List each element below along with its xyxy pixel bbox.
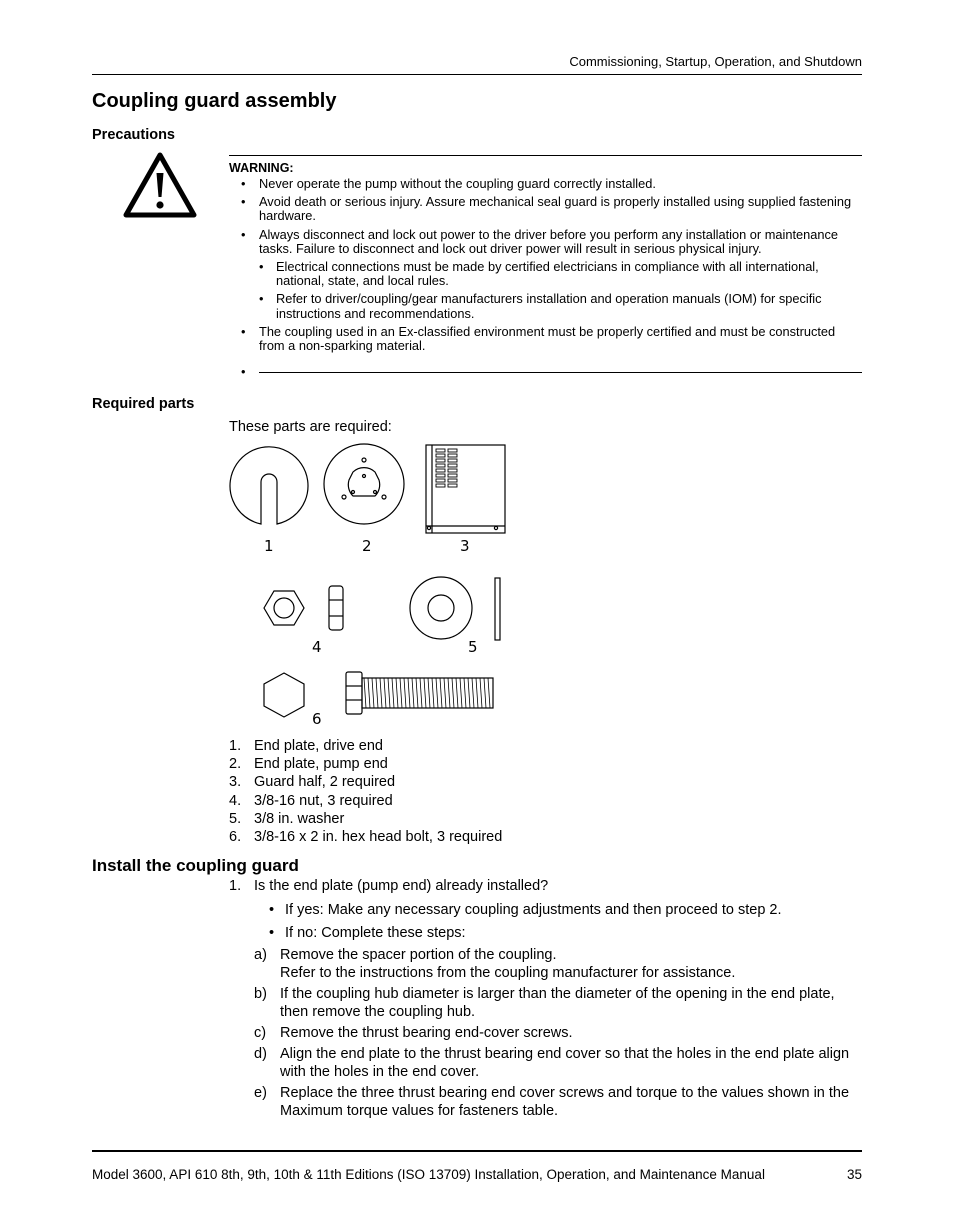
parts-intro: These parts are required:: [229, 419, 392, 435]
parts-figure: [225, 440, 515, 740]
step-1: 1. Is the end plate (pump end) already installed?: [229, 878, 549, 894]
required-parts-heading: Required parts: [92, 396, 195, 412]
substep-a: a) Remove the spacer portion of the coupling. Refer to the instructions from the coupling manufacturer for assistance.: [254, 947, 736, 981]
figure-label: 4: [312, 638, 322, 656]
header-divider: [92, 74, 862, 75]
install-steps: [229, 877, 859, 1123]
end-plate-pump-end-drawing: [324, 444, 404, 524]
warning-subitem: • Electrical connections must be made by certified electricians in compliance with all international, national, state, and local rules.: [229, 260, 862, 288]
hex-bolt-drawing: [264, 672, 493, 717]
warning-item: • Always disconnect and lock out power to the driver before you perform any installation or maintenance tasks. Failure to disconnect and lock out driver power will result in serious physical injury.: [229, 228, 862, 256]
step-bullet: • If no: Complete these steps:: [229, 924, 859, 942]
list-item: 1. End plate, drive end: [229, 738, 383, 754]
warning-subitem: • Refer to driver/coupling/gear manufacturers installation and operation manuals (IOM) for specific instructions and recommendations.: [229, 292, 862, 320]
warning-list: [229, 177, 862, 357]
warning-item: • Never operate the pump without the coupling guard correctly installed.: [229, 177, 862, 191]
list-item: 4. 3/8-16 nut, 3 required: [229, 792, 393, 809]
precautions-heading: Precautions: [92, 127, 175, 143]
end-plate-drive-end-drawing: [230, 447, 308, 524]
list-item: 5. 3/8 in. washer: [229, 810, 345, 827]
warning-item: • Avoid death or serious injury. Assure mechanical seal guard is properly installed using supplied fastening hardware.: [229, 195, 862, 223]
nut-drawing: [264, 586, 343, 630]
page-number: 35: [846, 1167, 862, 1182]
figure-label: 6: [312, 710, 322, 728]
figure-label: 2: [362, 537, 372, 555]
substep-c: c) Remove the thrust bearing end-cover screws.: [254, 1025, 573, 1041]
guard-half-drawing: [426, 445, 505, 533]
step-bullet: • If yes: Make any necessary coupling adjustments and then proceed to step 2.: [229, 901, 859, 919]
empty-bullet: •: [241, 364, 246, 379]
footer-divider: [92, 1150, 862, 1152]
washer-drawing: [410, 577, 500, 640]
list-item: 6. 3/8-16 x 2 in. hex head bolt, 3 required: [229, 829, 503, 846]
warning-bottom-rule: [259, 372, 862, 373]
substep-d: d) Align the end plate to the thrust bearing end cover so that the holes in the end plate align with the holes in the end cover.: [254, 1046, 850, 1080]
page-title: Coupling guard assembly: [92, 90, 337, 112]
parts-list: [229, 737, 502, 846]
footer-title: Model 3600, API 610 8th, 9th, 10th & 11th Editions (ISO 13709) Installation, Operation, and Maintenance Manual: [92, 1167, 765, 1182]
install-heading: Install the coupling guard: [92, 856, 299, 875]
figure-label: 1: [264, 537, 274, 555]
warning-item: • The coupling used in an Ex-classified environment must be properly certified and must be constructed from a non-sparking material.: [229, 325, 862, 353]
warning-triangle-icon: [122, 151, 198, 219]
substep-b: b) If the coupling hub diameter is larger than the diameter of the opening in the end plate, then remove the coupling hub.: [254, 986, 835, 1020]
running-header: Commissioning, Startup, Operation, and Shutdown: [569, 54, 862, 69]
warning-top-rule: [229, 155, 862, 156]
figure-label: 3: [460, 537, 470, 555]
list-item: 3. Guard half, 2 required: [229, 774, 396, 791]
list-item: 2. End plate, pump end: [229, 756, 388, 773]
substep-e: e) Replace the three thrust bearing end cover screws and torque to the values shown in the Maximum torque values for fasteners table.: [254, 1085, 850, 1119]
figure-label: 5: [468, 638, 478, 656]
warning-label: WARNING:: [229, 161, 294, 175]
